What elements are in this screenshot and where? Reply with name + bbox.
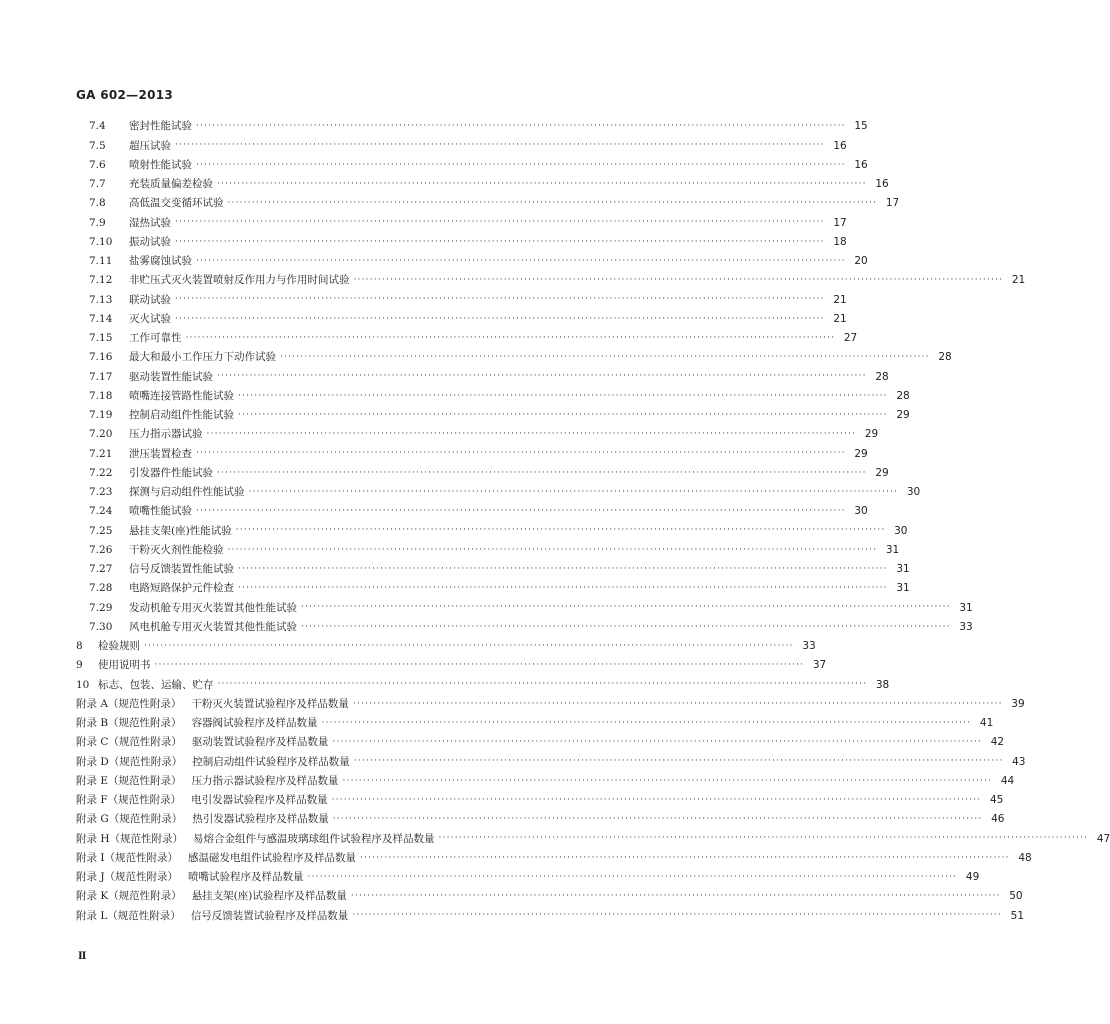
toc-entry-title: 非贮压式灭火装置喷射反作用力与作用时间试验	[129, 274, 350, 287]
toc-entry[interactable]	[76, 733, 1005, 752]
toc-leader-dots: ································································································································································	[196, 159, 846, 170]
toc-leader-dots: ································································································································································	[248, 486, 899, 497]
toc-entry[interactable]	[76, 829, 1110, 848]
toc-entry[interactable]	[76, 348, 952, 367]
toc-entry-page: 51	[1010, 909, 1025, 922]
document-code: GA 602—2013	[76, 88, 174, 102]
toc-entry-page: 47	[1096, 832, 1110, 845]
toc-entry-number: 附录 H（规范性附录）	[76, 832, 183, 845]
toc-entry-page: 20	[854, 255, 868, 268]
toc-leader-dots: ································································································································································	[217, 679, 868, 690]
table-of-contents	[76, 117, 1110, 926]
toc-entry-page: 33	[802, 640, 816, 653]
toc-leader-dots: ································································································································································	[217, 178, 867, 189]
toc-entry[interactable]	[76, 271, 1026, 290]
toc-entry[interactable]	[76, 752, 1026, 771]
toc-entry[interactable]	[76, 290, 847, 309]
toc-leader-dots: ································································································································································	[353, 275, 1004, 286]
toc-entry-number: 7.13	[89, 293, 113, 306]
toc-entry-number: 7.20	[89, 428, 113, 441]
toc-leader-dots: ································································································································································	[307, 871, 958, 882]
toc-entry-page: 17	[885, 197, 900, 210]
toc-entry-page: 48	[1018, 851, 1032, 864]
toc-entry-page: 17	[833, 216, 847, 229]
toc-entry-number: 7.24	[89, 505, 113, 518]
toc-leader-dots: ································································································································································	[238, 390, 888, 401]
toc-entry-page: 21	[1011, 274, 1026, 287]
toc-entry[interactable]	[76, 502, 868, 521]
toc-entry-number: 附录 K（规范性附录）	[76, 890, 182, 903]
toc-entry-number: 7.8	[89, 197, 106, 210]
toc-leader-dots: ································································································································································	[238, 583, 888, 594]
toc-entry-title: 易熔合金组件与感温玻璃球组件试验程序及样品数量	[193, 832, 435, 845]
toc-leader-dots: ································································································································································	[342, 775, 993, 786]
toc-entry-title: 工作可靠性	[129, 332, 182, 345]
toc-entry-title: 喷嘴性能试验	[129, 505, 192, 518]
toc-entry-title: 高低温交变循环试验	[129, 197, 224, 210]
toc-entry-page: 28	[938, 351, 952, 364]
toc-entry-number: 7.10	[89, 235, 113, 248]
toc-leader-dots: ································································································································································	[280, 352, 930, 363]
toc-entry-page: 28	[875, 370, 889, 383]
toc-leader-dots: ································································································································································	[227, 544, 878, 555]
toc-entry-page: 31	[896, 582, 910, 595]
toc-entry-number: 7.22	[89, 466, 113, 479]
toc-entry-number: 7.12	[89, 274, 113, 287]
toc-leader-dots: ································································································································································	[238, 563, 888, 574]
toc-entry-title: 压力指示器试验程序及样品数量	[191, 774, 339, 787]
toc-leader-dots: ································································································································································	[196, 121, 846, 132]
toc-entry-number: 附录 J（规范性附录）	[76, 871, 179, 884]
toc-entry-page: 50	[1009, 890, 1023, 903]
toc-leader-dots: ································································································································································	[238, 409, 888, 420]
toc-entry-title: 充装质量偏差检验	[129, 178, 213, 191]
toc-entry-page: 29	[864, 428, 879, 441]
toc-entry-number: 10	[76, 678, 90, 691]
toc-entry-page: 46	[991, 813, 1005, 826]
toc-entry-page: 16	[833, 139, 847, 152]
toc-entry-title: 盐雾腐蚀试验	[129, 255, 192, 268]
toc-entry[interactable]	[76, 136, 847, 155]
toc-entry-number: 附录 F（规范性附录）	[76, 794, 182, 807]
toc-entry-title: 电引发器试验程序及样品数量	[191, 794, 328, 807]
toc-entry[interactable]	[76, 521, 908, 540]
toc-entry[interactable]	[76, 810, 1005, 829]
toc-entry-number: 7.26	[89, 543, 113, 556]
toc-leader-dots: ································································································································································	[185, 332, 836, 343]
toc-entry-page: 29	[854, 447, 868, 460]
toc-entry-number: 7.9	[89, 216, 106, 229]
toc-leader-dots: ································································································································································	[196, 448, 846, 459]
toc-leader-dots: ································································································································································	[175, 140, 825, 151]
toc-entry[interactable]	[76, 464, 889, 483]
toc-leader-dots: ································································································································································	[301, 621, 951, 632]
toc-entry-number: 7.14	[89, 312, 113, 325]
toc-entry-number: 7.15	[89, 332, 113, 345]
toc-entry-number: 7.17	[89, 370, 113, 383]
toc-entry-page: 31	[885, 543, 900, 556]
toc-entry[interactable]	[76, 117, 868, 136]
toc-entry-number: 附录 A（规范性附录）	[76, 697, 182, 710]
toc-entry-title: 感温磁发电组件试验程序及样品数量	[188, 851, 356, 864]
toc-entry-page: 30	[906, 486, 921, 499]
toc-entry[interactable]	[76, 387, 910, 406]
toc-entry-number: 7.27	[89, 563, 113, 576]
toc-entry-title: 驱动装置性能试验	[129, 370, 213, 383]
toc-entry-number: 附录 C（规范性附录）	[76, 736, 182, 749]
toc-entry-number: 8	[76, 640, 83, 653]
toc-entry-number: 7.5	[89, 139, 106, 152]
toc-entry-title: 风电机舱专用灭火装置其他性能试验	[129, 620, 297, 633]
toc-entry-page: 15	[854, 120, 868, 133]
toc-entry-title: 喷射性能试验	[129, 158, 192, 171]
toc-entry-title: 容器阀试验程序及样品数量	[191, 717, 318, 730]
toc-leader-dots: ································································································································································	[196, 255, 846, 266]
toc-leader-dots: ································································································································································	[332, 814, 983, 825]
toc-leader-dots: ································································································································································	[352, 910, 1003, 921]
toc-leader-dots: ································································································································································	[217, 371, 867, 382]
toc-leader-dots: ································································································································································	[438, 833, 1089, 844]
toc-entry-page: 29	[875, 466, 889, 479]
toc-entry-number: 附录 G（规范性附录）	[76, 813, 183, 826]
toc-entry-page: 41	[979, 717, 994, 730]
toc-leader-dots: ································································································································································	[217, 467, 867, 478]
toc-leader-dots: ································································································································································	[352, 698, 1003, 709]
toc-entry[interactable]	[76, 175, 889, 194]
toc-entry[interactable]	[76, 849, 1032, 868]
toc-entry-page: 49	[965, 871, 980, 884]
toc-entry-title: 泄压装置检查	[129, 447, 192, 460]
toc-entry[interactable]	[76, 791, 1004, 810]
toc-entry-title: 振动试验	[129, 235, 171, 248]
toc-entry-page: 39	[1011, 697, 1025, 710]
toc-leader-dots: ································································································································································	[332, 737, 983, 748]
toc-entry-number: 9	[76, 659, 83, 672]
toc-leader-dots: ································································································································································	[301, 602, 951, 613]
toc-entry-page: 42	[990, 736, 1005, 749]
toc-entry-number: 7.7	[89, 178, 106, 191]
toc-entry-page: 33	[959, 620, 973, 633]
toc-entry[interactable]	[76, 213, 847, 232]
toc-entry[interactable]	[76, 483, 921, 502]
toc-entry-page: 45	[989, 794, 1004, 807]
toc-leader-dots: ································································································································································	[206, 429, 857, 440]
toc-entry-title: 喷嘴试验程序及样品数量	[188, 871, 304, 884]
toc-entry-page: 43	[1012, 755, 1026, 768]
toc-entry[interactable]	[76, 560, 910, 579]
toc-entry-number: 7.18	[89, 389, 113, 402]
toc-leader-dots: ································································································································································	[353, 756, 1004, 767]
toc-leader-dots: ································································································································································	[175, 236, 825, 247]
toc-entry-title: 探测与启动组件性能试验	[129, 486, 245, 499]
toc-entry-title: 发动机舱专用灭火装置其他性能试验	[129, 601, 297, 614]
toc-entry-title: 信号反馈装置试验程序及样品数量	[190, 909, 349, 922]
toc-entry-page: 21	[833, 312, 847, 325]
toc-entry-page: 38	[875, 678, 890, 691]
toc-entry[interactable]	[76, 310, 847, 329]
toc-leader-dots: ································································································································································	[175, 313, 825, 324]
toc-entry-title: 联动试验	[129, 293, 171, 306]
toc-entry-title: 密封性能试验	[129, 120, 192, 133]
toc-entry-number: 7.25	[89, 524, 113, 537]
toc-entry-page: 37	[812, 659, 827, 672]
toc-entry[interactable]	[76, 579, 910, 598]
toc-entry[interactable]	[76, 598, 973, 617]
toc-entry[interactable]	[76, 656, 827, 675]
toc-entry-number: 7.4	[89, 120, 106, 133]
toc-entry-title: 最大和最小工作压力下动作试验	[129, 351, 276, 364]
toc-leader-dots: ································································································································································	[227, 198, 878, 209]
toc-leader-dots: ································································································································································	[331, 794, 982, 805]
toc-entry-number: 7.16	[89, 351, 113, 364]
toc-leader-dots: ································································································································································	[175, 294, 825, 305]
toc-entry[interactable]	[76, 194, 900, 213]
toc-entry-title: 压力指示器试验	[129, 428, 203, 441]
toc-leader-dots: ································································································································································	[196, 506, 846, 517]
toc-entry-page: 30	[854, 505, 868, 518]
toc-entry[interactable]	[76, 406, 910, 425]
toc-entry[interactable]	[76, 618, 973, 637]
toc-entry-page: 27	[843, 332, 858, 345]
toc-entry[interactable]	[76, 887, 1023, 906]
toc-entry[interactable]	[76, 329, 858, 348]
toc-leader-dots: ································································································································································	[360, 852, 1010, 863]
toc-leader-dots: ································································································································································	[154, 660, 805, 671]
toc-entry[interactable]	[76, 156, 868, 175]
page-number: Ⅱ	[78, 951, 87, 962]
toc-entry-title: 引发器件性能试验	[129, 466, 213, 479]
toc-entry-title: 标志、包装、运输、贮存	[98, 678, 214, 691]
toc-entry-number: 7.19	[89, 409, 113, 422]
toc-entry-page: 31	[896, 563, 910, 576]
toc-entry-title: 干粉灭火装置试验程序及样品数量	[191, 697, 349, 710]
toc-entry[interactable]	[76, 714, 994, 733]
toc-entry-page: 44	[1000, 774, 1015, 787]
toc-entry-page: 31	[959, 601, 973, 614]
toc-entry-number: 7.6	[89, 158, 106, 171]
toc-entry-title: 驱动装置试验程序及样品数量	[191, 736, 329, 749]
toc-entry[interactable]	[76, 444, 868, 463]
toc-entry[interactable]	[76, 675, 890, 694]
toc-entry-number: 7.28	[89, 582, 113, 595]
toc-entry[interactable]	[76, 906, 1025, 925]
toc-entry-title: 检验规则	[98, 640, 140, 653]
toc-entry-number: 7.21	[89, 447, 113, 460]
toc-entry-number: 附录 L（规范性附录）	[76, 909, 181, 922]
toc-entry-page: 28	[896, 389, 910, 402]
toc-leader-dots: ································································································································································	[175, 217, 825, 228]
toc-entry-title: 喷嘴连接管路性能试验	[129, 389, 234, 402]
toc-entry[interactable]	[76, 637, 816, 656]
toc-entry-title: 控制启动组件性能试验	[129, 409, 234, 422]
toc-entry[interactable]	[76, 541, 900, 560]
toc-entry[interactable]	[76, 868, 980, 887]
toc-entry-number: 附录 E（规范性附录）	[76, 774, 182, 787]
toc-entry-title: 控制启动组件试验程序及样品数量	[192, 755, 350, 768]
toc-entry-title: 信号反馈装置性能试验	[129, 563, 234, 576]
toc-entry-number: 7.30	[89, 620, 113, 633]
toc-leader-dots: ································································································································································	[350, 891, 1001, 902]
toc-entry-number: 7.29	[89, 601, 113, 614]
toc-entry-number: 7.11	[89, 255, 113, 268]
toc-entry-number: 附录 I（规范性附录）	[76, 851, 178, 864]
toc-entry[interactable]	[76, 425, 879, 444]
toc-entry-number: 附录 D（规范性附录）	[76, 755, 183, 768]
toc-entry-page: 16	[875, 178, 889, 191]
toc-leader-dots: ································································································································································	[144, 640, 794, 651]
toc-entry[interactable]	[76, 695, 1025, 714]
toc-entry-title: 湿热试验	[129, 216, 171, 229]
toc-entry-page: 16	[854, 158, 868, 171]
toc-leader-dots: ································································································································································	[235, 525, 886, 536]
toc-entry-number: 7.23	[89, 486, 113, 499]
toc-entry-page: 21	[833, 293, 847, 306]
toc-entry-page: 18	[833, 235, 847, 248]
toc-entry-title: 电路短路保护元件检查	[129, 582, 234, 595]
toc-entry-title: 悬挂支架(座)试验程序及样品数量	[191, 890, 347, 903]
toc-entry[interactable]	[76, 252, 868, 271]
toc-entry-title: 干粉灭火剂性能检验	[129, 543, 224, 556]
toc-entry[interactable]	[76, 772, 1015, 791]
toc-entry-page: 30	[894, 524, 908, 537]
toc-entry[interactable]	[76, 367, 889, 386]
toc-entry-title: 热引发器试验程序及样品数量	[192, 813, 329, 826]
toc-entry-title: 超压试验	[129, 139, 171, 152]
toc-entry-number: 附录 B（规范性附录）	[76, 717, 182, 730]
toc-entry-page: 29	[896, 409, 910, 422]
toc-entry[interactable]	[76, 233, 847, 252]
toc-entry-title: 使用说明书	[98, 659, 151, 672]
toc-entry-title: 悬挂支架(座)性能试验	[129, 524, 232, 537]
toc-leader-dots: ································································································································································	[321, 717, 972, 728]
toc-entry-title: 灭火试验	[129, 312, 171, 325]
